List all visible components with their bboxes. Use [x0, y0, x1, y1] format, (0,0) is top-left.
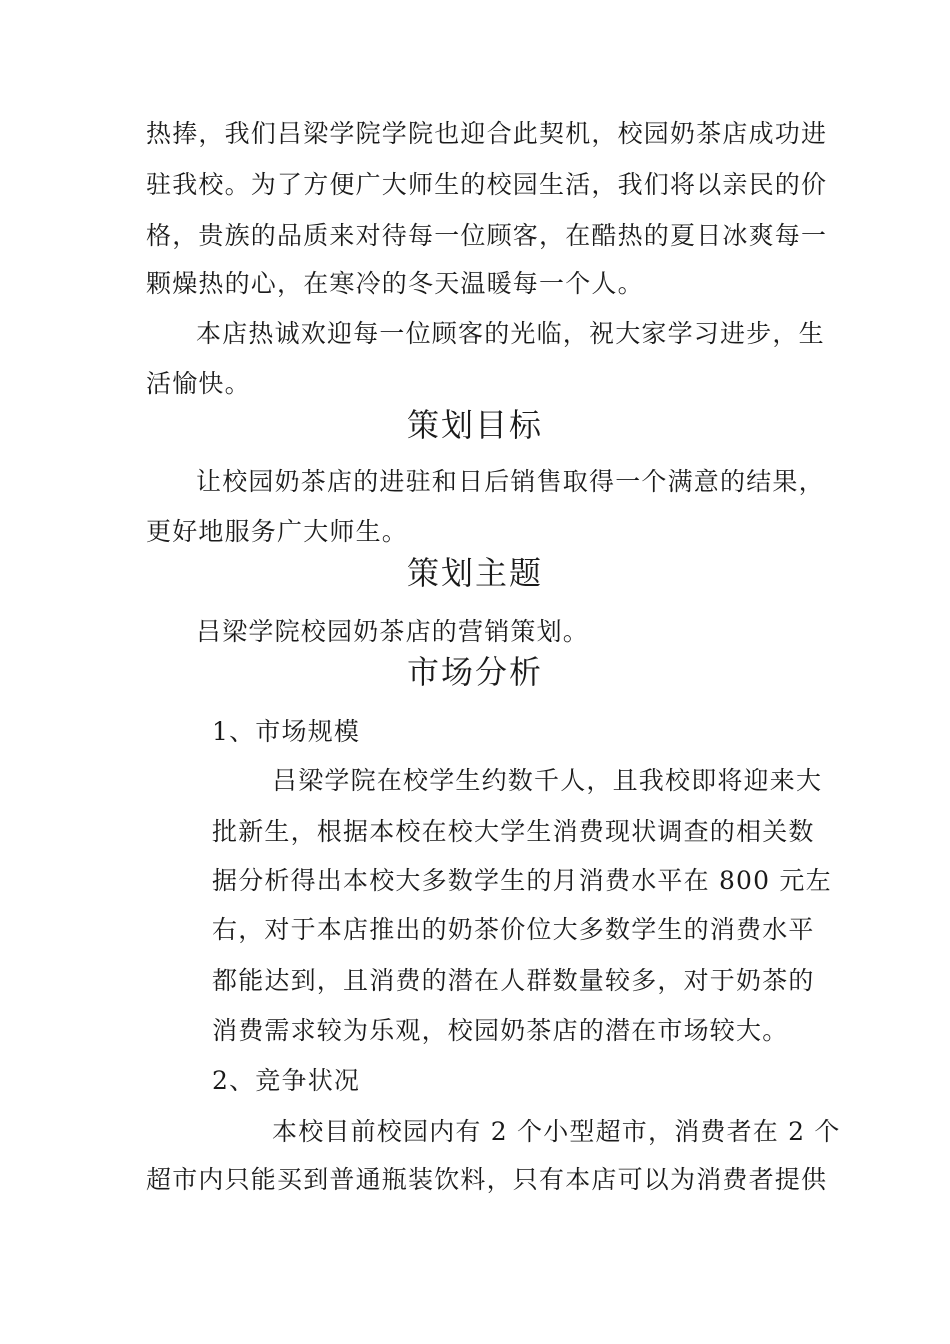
- intro-line-2: 驻我校。为了方便广大师生的校园生活，我们将以亲民的价: [146, 170, 828, 199]
- market-competition-line-1: 本校目前校园内有 2 个小型超市，消费者在 2 个: [272, 1117, 841, 1146]
- goal-line-1: 让校园奶茶店的进驻和日后销售取得一个满意的结果，: [196, 467, 825, 496]
- welcome-line-1: 本店热诚欢迎每一位顾客的光临，祝大家学习进步，生: [196, 319, 825, 348]
- goal-heading: 策划目标: [406, 406, 543, 444]
- market-scale-line-6: 消费需求较为乐观，校园奶茶店的潜在市场较大。: [212, 1016, 789, 1045]
- goal-line-2: 更好地服务广大师生。: [146, 517, 409, 546]
- market-scale-heading: 1、市场规模: [212, 717, 361, 746]
- theme-line: 吕梁学院校园奶茶店的营销策划。: [196, 617, 590, 646]
- intro-line-3: 格，贵族的品质来对待每一位顾客，在酷热的夏日冰爽每一: [146, 221, 828, 250]
- market-heading: 市场分析: [406, 653, 543, 691]
- intro-line-4: 颗燥热的心，在寒冷的冬天温暖每一个人。: [146, 269, 644, 298]
- market-scale-line-1: 吕梁学院在校学生约数千人，且我校即将迎来大: [272, 766, 823, 795]
- intro-line-1: 热捧，我们吕梁学院学院也迎合此契机，校园奶茶店成功进: [146, 119, 828, 148]
- market-competition-line-2: 超市内只能买到普通瓶装饮料，只有本店可以为消费者提供: [146, 1165, 828, 1194]
- market-scale-line-3: 据分析得出本校大多数学生的月消费水平在 800 元左: [212, 866, 832, 895]
- theme-heading: 策划主题: [406, 554, 543, 592]
- market-scale-line-4: 右，对于本店推出的奶茶价位大多数学生的消费水平: [212, 915, 815, 944]
- market-scale-line-2: 批新生，根据本校在校大学生消费现状调查的相关数: [212, 817, 815, 846]
- market-scale-line-5: 都能达到，且消费的潜在人群数量较多，对于奶茶的: [212, 966, 815, 995]
- market-competition-heading: 2、竞争状况: [212, 1066, 361, 1095]
- welcome-line-2: 活愉快。: [146, 369, 251, 398]
